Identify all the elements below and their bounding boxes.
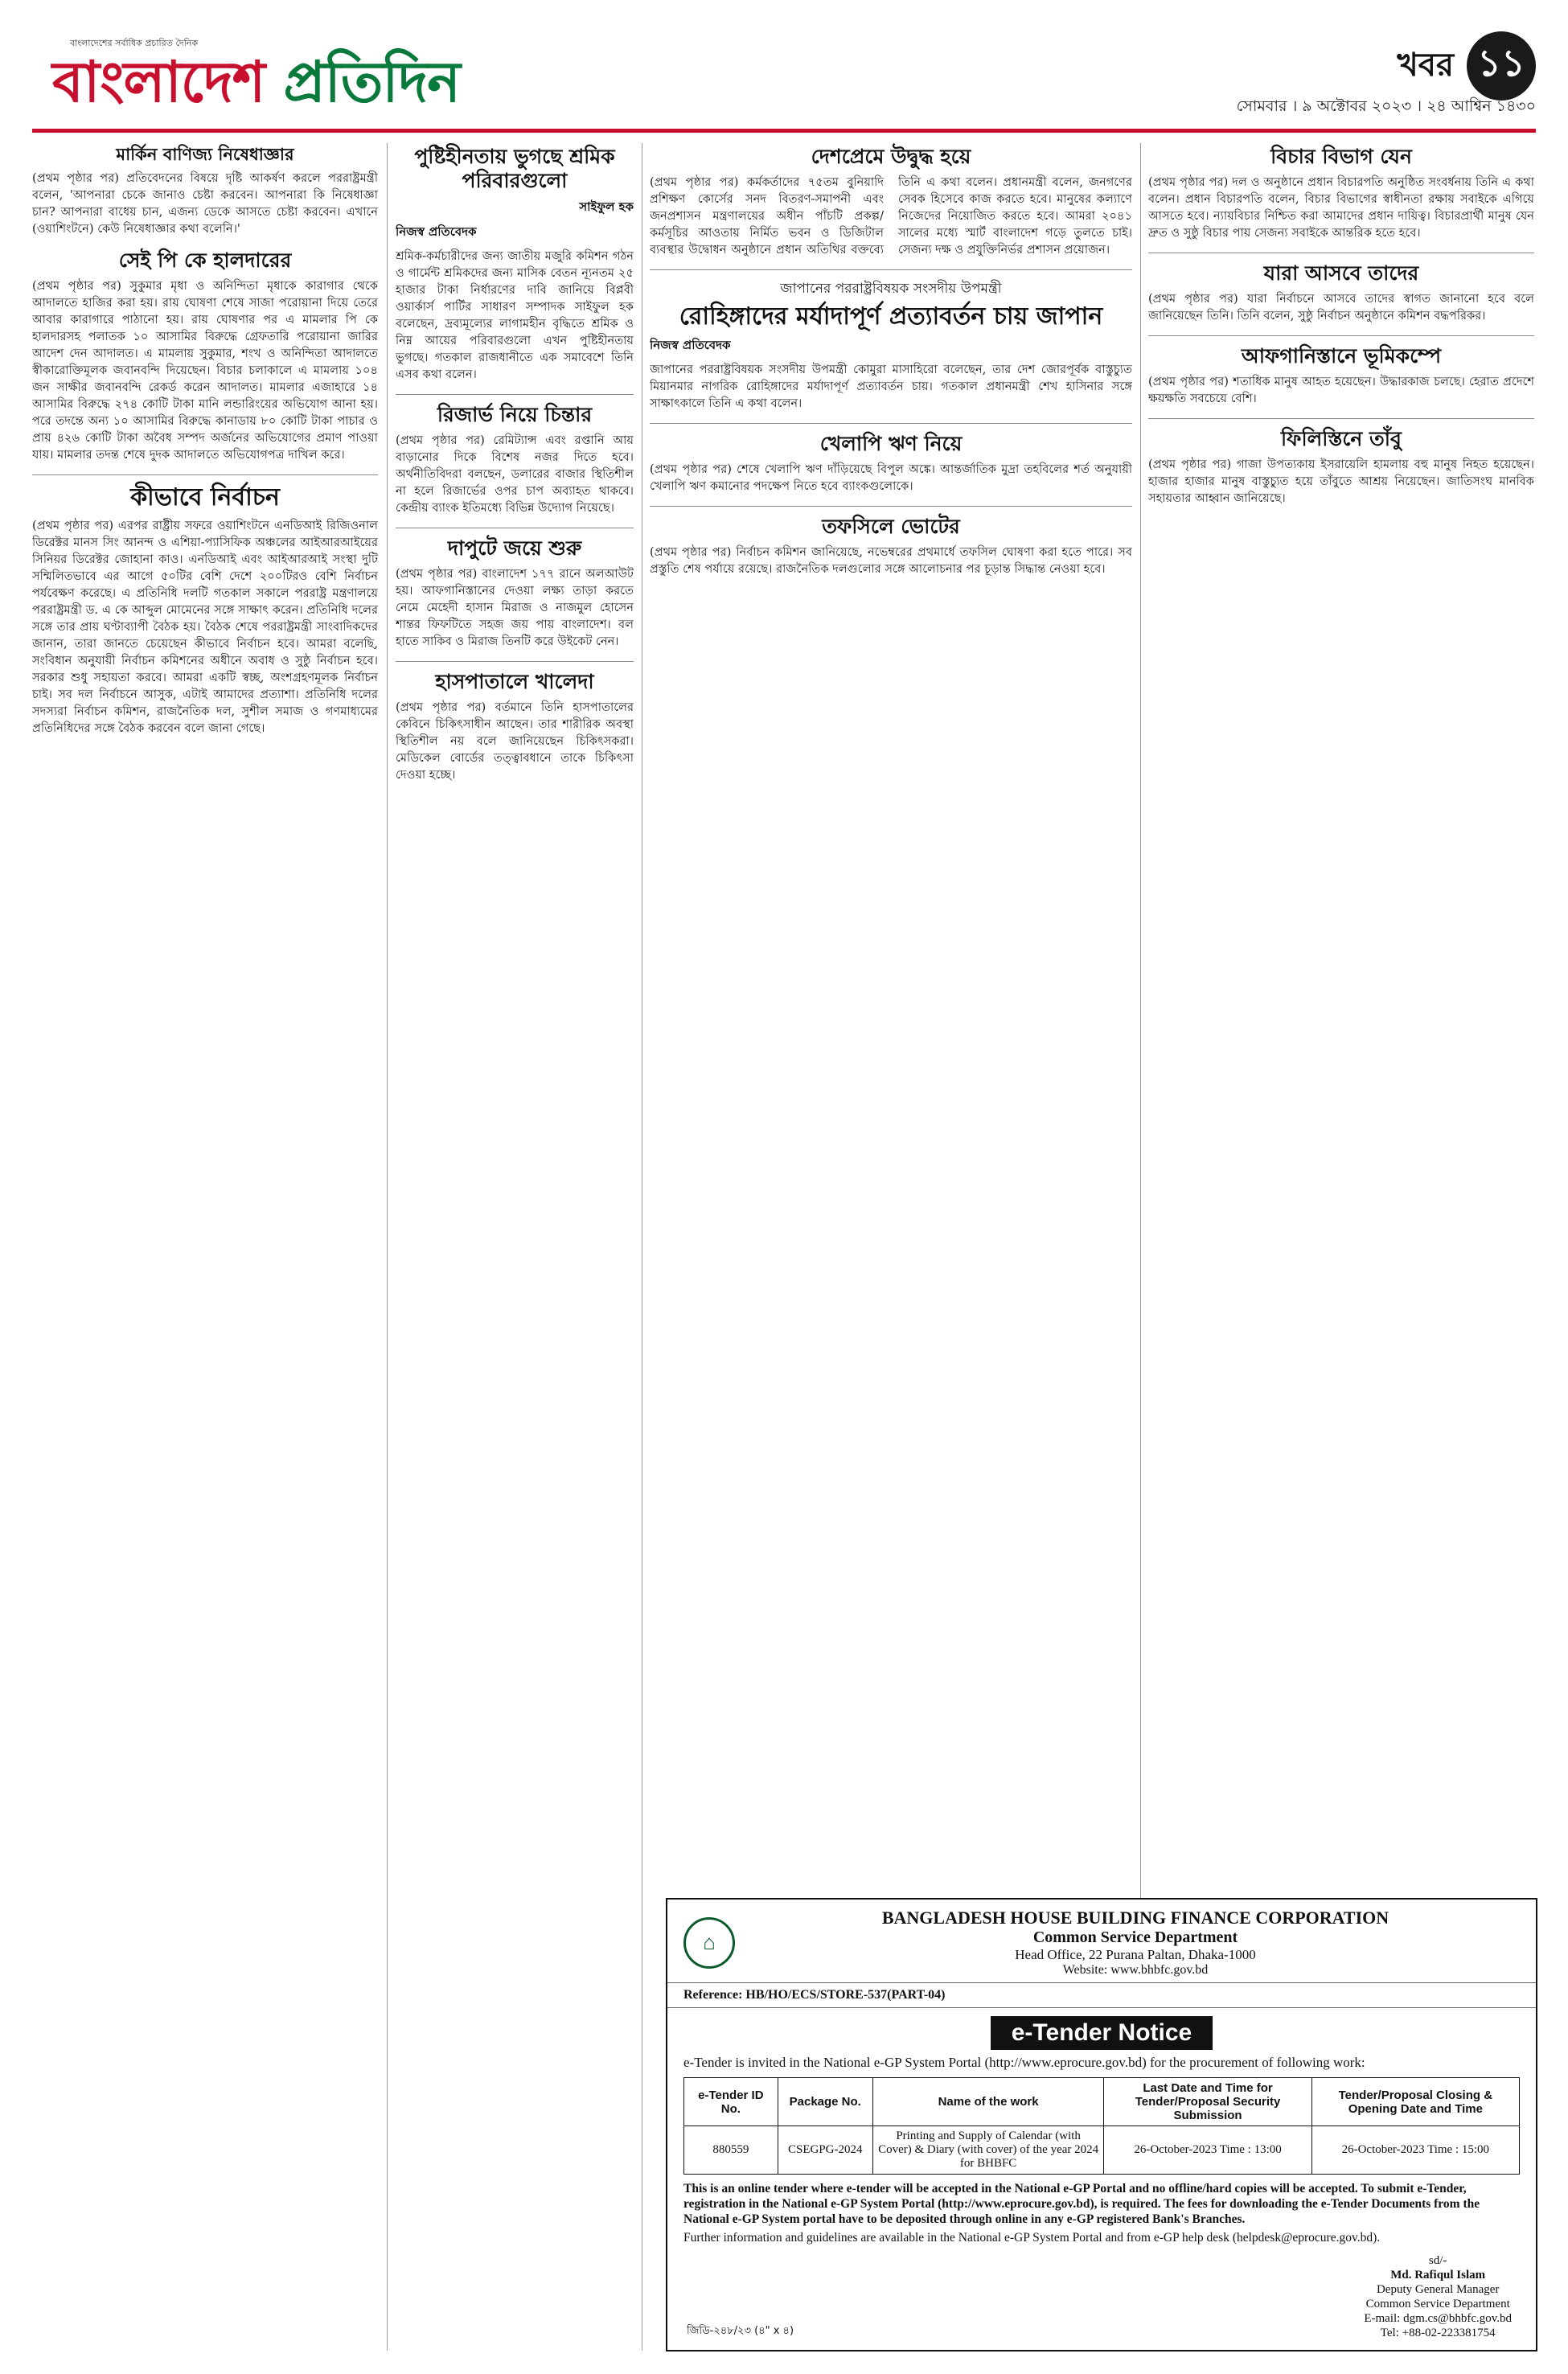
article-body: (প্রথম পৃষ্ঠার পর) প্রতিবেদনের বিষয়ে দৃষ্টি আকর্ষণ করলে পররাষ্ট্রমন্ত্রী বলেন, 'আপনারা চেকে জানাও চেষ্টা করবেন। আপনারা কি নিষেধাজ্ঞা চান? আপনারা বাধেয় চান, এজন্য ডেকে আসতে চেষ্টা করবেন। এখানে (ওয়াশিংটনে) কেউ নিষেধাজ্ঞার কথা বলেনি।': [32, 171, 378, 236]
logo-name-a: বাংলাদেশ: [52, 49, 265, 115]
article-trade-sanctions[interactable]: [32, 145, 378, 237]
article-headline: রোহিঙ্গাদের মর্যাদাপূর্ণ প্রত্যাবর্তন চায় জাপান: [679, 302, 1103, 331]
column-1: [32, 143, 378, 2351]
article-patriotism[interactable]: [650, 145, 1132, 258]
article-headline: রিজার্ভ নিয়ে চিন্তার: [437, 403, 593, 426]
article-headline: দেশপ্রেমে উদ্বুদ্ধ হয়ে: [811, 145, 971, 168]
masthead: [32, 20, 1536, 133]
article-palestine-tents[interactable]: [1148, 427, 1534, 507]
tender-advertisement[interactable]: [666, 1898, 1537, 2351]
tender-header: [667, 1900, 1536, 1982]
story-divider: [1148, 335, 1534, 336]
column-2: [396, 143, 634, 2351]
article-body: (প্রথম পৃষ্ঠার পর) গাজা উপত্যকায় ইসরায়েলি হামলায় বহু মানুষ নিহত হয়েছেন। হাজার হাজার মানুষ বাস্তুচ্যুত হয়ে তাঁবুতে আশ্রয় নিয়েছেন। জাতিসংঘ মানবিক সহায়তার আহ্বান জানিয়েছে।: [1148, 458, 1534, 505]
story-divider: [32, 474, 378, 475]
article-those-who-come[interactable]: [1148, 261, 1534, 324]
story-divider: [1148, 418, 1534, 419]
story-divider: [650, 269, 1132, 270]
article-cricket[interactable]: [396, 536, 634, 650]
tender-signature: [1364, 2253, 1512, 2340]
table-header: Tender/Proposal Closing & Opening Date and Time: [1311, 2078, 1519, 2126]
org-address: Head Office, 22 Purana Paltan, Dhaka-1000: [1015, 1947, 1256, 1962]
article-body: (প্রথম পৃষ্ঠার পর) কর্মকর্তাদের ৭৫তম বুনিয়াদি প্রশিক্ষণ কোর্সের সনদ বিতরণ-সমাপনী এবং জনপ্রশাসন মন্ত্রণালয়ের অধীন পাঁচটি প্রকল্প/কর্মসূচির আওতায় নির্মিত ভবন ও ডিজিটাল ব্যবস্থার উদ্বোধন অনুষ্ঠানে প্রধান অতিথির বক্তব্যে তিনি এ কথা বলেন। প্রধানমন্ত্রী বলেন, জনগণের সেবক হিসেবে কাজ করতে হবে। মানুষের কল্যাণে নিজেদের নিয়োজিত করতে হবে। আমরা ২০৪১ সালের মধ্যে স্মার্ট বাংলাদেশ গড়ে তুলতে চাই। সেজন্য দক্ষ ও প্রযুক্তিনির্ভর প্রশাসন প্রয়োজন।: [650, 175, 1132, 257]
signatory-name: Md. Rafiqul Islam: [1390, 2269, 1486, 2282]
article-body: জাপানের পররাষ্ট্রবিষয়ক সংসদীয় উপমন্ত্রী কোমুরা মাসাহিরো বলেছেন, তার দেশ জোরপূর্বক বাস্তুচ্যুত মিয়ানমার নাগরিক রোহিঙ্গাদের মর্যাদাপূর্ণ প্রত্যাবর্তন চায়। গতকাল প্রধানমন্ত্রী শেখ হাসিনার সঙ্গে সাক্ষাৎকালে তিনি এ কথা বলেন।: [650, 363, 1132, 410]
article-headline: ফিলিস্তিনে তাঁবু: [1281, 427, 1402, 450]
article-headline: কীভাবে নির্বাচন: [130, 483, 280, 512]
article-body: (প্রথম পৃষ্ঠার পর) দল ও অনুষ্ঠানে প্রধান বিচারপতি অনুষ্ঠিত সংবর্ধনায় তিনি এ কথা বলেন। প্রধান বিচারপতি বলেন, বিচার বিভাগের স্বাধীনতা রক্ষায় সবাইকে এগিয়ে আসতে হবে। ন্যায়বিচার নিশ্চিত করা আমাদের প্রধান দায়িত্ব। বিচারপ্রার্থী মানুষ যেন দ্রুত ও সুষ্ঠু বিচার পায় সেজন্য সবাইকে আন্তরিক হতে হবে।: [1148, 175, 1534, 240]
article-byline: নিজস্ব প্রতিবেদক: [396, 224, 477, 239]
story-divider: [396, 394, 634, 395]
table-cell: CSEGPG-2024: [778, 2126, 872, 2175]
article-election[interactable]: [32, 483, 378, 737]
article-khaleda-hospital[interactable]: [396, 670, 634, 783]
article-body: (প্রথম পৃষ্ঠার পর) বাংলাদেশ ১৭৭ রানে অলআউট হয়। আফগানিস্তানের দেওয়া লক্ষ্য তাড়া করতে নেমে মেহেদী হাসান মিরাজ ও নাজমুল হোসেন শান্তর ফিফটিতে সহজ জয় পায় বাংলাদেশ। বল হাতে সাকিব ও মিরাজ তিনটি করে উইকেট নেন।: [396, 567, 634, 648]
article-pk-halder[interactable]: [32, 248, 378, 463]
story-divider: [650, 423, 1132, 424]
article-body: (প্রথম পৃষ্ঠার পর) এরপর রাষ্ট্রীয় সফরে ওয়াশিংটনে এনডিআই রিজিওনাল ডিরেক্টর মানস সিং আনন্দ ও এশিয়া-প্যাসিফিক অঞ্চলের আইআরআইয়ের সিনিয়র ডিরেক্টর জোহানা কাও। এনডিআই এবং আইআরআই সংস্থা দুটি সম্মিলিতভাবে এর আগে ৫০টির বেশি দেশে ২০০টিরও বেশি নির্বাচন পর্যবেক্ষণ করেছে। এ প্রতিনিধি দলটি গতকাল সকালে পররাষ্ট্র মন্ত্রণালয়ে পররাষ্ট্রমন্ত্রী ড. এ কে আব্দুল মোমেনের সঙ্গে সাক্ষাৎ করেন। প্রতিনিধি দলের সঙ্গে তার প্রায় ঘণ্টাব্যাপী বৈঠক হয়। বৈঠক শেষে পররাষ্ট্রমন্ত্রী সাংবাদিকদের জানান, তারা জানতে চেয়েছেন কীভাবে নির্বাচন হবে। আমরা বলেছি, সংবিধান অনুযায়ী নির্বাচন কমিশনের অধীনে অবাধ ও সুষ্ঠু নির্বাচন হবে। সরকার শুধু সহায়তা করবে। আমরা একটি স্বচ্ছ, অংশগ্রহণমূলক নির্বাচন চাই। সব দল নির্বাচনে আসুক, এটাই আমাদের প্রত্যাশা। প্রতিনিধি দলের সদস্যরা নির্বাচন কমিশন, রাজনৈতিক দল, সুশীল সমাজ ও গণমাধ্যমের প্রতিনিধিদের সঙ্গে বৈঠক করবেন বলে জানা গেছে।: [32, 519, 378, 736]
bhbfc-logo-icon: ⌂: [683, 1917, 735, 1969]
article-headline: মার্কিন বাণিজ্য নিষেধাজ্ঞার: [116, 145, 294, 164]
org-department: Common Service Department: [1032, 1928, 1238, 1946]
article-headline: খেলাপি ঋণ নিয়ে: [819, 432, 963, 455]
article-headline: বিচার বিভাগ যেন: [1270, 145, 1412, 168]
article-headline: আফগানিস্তানে ভূমিকম্পে: [1241, 344, 1442, 368]
article-headline: সেই পি কে হালদারের: [118, 248, 292, 273]
tender-reference: Reference: HB/HO/ECS/STORE-537(PART-04): [667, 1982, 1536, 2008]
article-body: (প্রথম পৃষ্ঠার পর) সুকুমার মৃধা ও অনিন্দিতা মৃধাকে কারাগার থেকে আদালতে হাজির করা হয়। রায় ঘোষণা শেষে সাজা পরোয়ানা দিয়ে তেরে আবার কারাগারে পাঠানো হয়। রায় ঘোষণার পর এ মামলার পি কে হালদারসহ পলাতক ১০ আসামির বিরুদ্ধে গ্রেফতারি পরোয়ানা জারির আদেশ দেন আদালত। এ মামলায় সুকুমার, শংখ ও অনিন্দিতা আদালতে স্বীকারোক্তিমূলক জবানবন্দি দিয়েছেন। বিচার চলাকালে এ মামলায় ১০৪ জন সাক্ষীর জবানবন্দি রেকর্ড করেন আদালত। মামলার এজাহারে ১৪ আসামির বিরুদ্ধে ২৭৪ কোটি টাকা মানি লন্ডারিংয়ের অভিযোগ আনা হয়। পরে তদন্তে অন্য ১০ আসামির বিরুদ্ধে কানাডায় ৮০ কোটি টাকা পাচার ও প্রায় ৪২৬ কোটি টাকা অবৈধ সম্পদ অর্জনের অভিযোগের প্রমাণ পাওয়া যায়। মামলার তদন্ত শেষে দুদক আদালতে অভিযোগপত্র দাখিল করে।: [32, 279, 378, 462]
article-headline: পুষ্টিহীনতায় ভুগছে শ্রমিক পরিবারগুলো: [414, 145, 615, 192]
logo-tagline: বাংলাদেশের সর্বাধিক প্রচারিত দৈনিক: [70, 38, 199, 48]
org-name: BANGLADESH HOUSE BUILDING FINANCE CORPORATION: [881, 1908, 1389, 1928]
article-default-loan[interactable]: [650, 432, 1132, 495]
logo-name-b: প্রতিদিন: [265, 49, 460, 115]
article-body: (প্রথম পৃষ্ঠার পর) বর্তমানে তিনি হাসপাতালের কেবিনে চিকিৎসাধীন আছেন। তার শারীরিক অবস্থা স্থিতিশীল নয় বলে জানিয়েছেন চিকিৎসকরা। মেডিকেল বোর্ডের তত্ত্বাবধানে তাকে চিকিৎসা দেওয়া হচ্ছে।: [396, 700, 634, 782]
signature-line: sd/-: [1428, 2254, 1447, 2267]
tender-title-wrap: [667, 2016, 1536, 2050]
dateline: সোমবার । ৯ অক্টোবর ২০২৩ । ২৪ আশ্বিন ১৪৩০: [1236, 97, 1536, 115]
org-website[interactable]: Website: www.bhbfc.gov.bd: [1062, 1963, 1209, 1977]
table-header: Name of the work: [872, 2078, 1104, 2126]
article-rohingya-japan[interactable]: [650, 278, 1132, 412]
article-schedule[interactable]: [650, 515, 1132, 577]
tender-organization: [751, 1908, 1520, 1978]
article-headline: দাপুটে জয়ে শুরু: [447, 536, 582, 560]
tender-intro: e-Tender is invited in the National e-GP System Portal (http://www.eprocure.gov.bd) for the procurement of following work:: [683, 2055, 1365, 2070]
page-number-badge: ১১: [1467, 31, 1536, 101]
article-headline: তফসিলে ভোটের: [822, 515, 960, 538]
section-box: [1397, 31, 1536, 101]
story-divider: [650, 506, 1132, 507]
column-divider: [387, 143, 388, 2351]
logo-name: [52, 51, 460, 113]
article-headline: যারা আসবে তাদের: [1263, 261, 1419, 285]
article-body: (প্রথম পৃষ্ঠার পর) রেমিট্যান্স এবং রপ্তানি আয় বাড়ানোর দিকে বিশেষ নজর দিতে হবে। অর্থনীতিবিদরা বলছেন, ডলারের বাজার স্থিতিশীল না হলে রিজার্ভের ওপর চাপ অব্যাহত থাকবে। কেন্দ্রীয় ব্যাংক ইতিমধ্যে বিভিন্ন উদ্যোগ নিয়েছে।: [396, 433, 634, 515]
article-worker-nutrition[interactable]: [396, 145, 634, 383]
article-byline: নিজস্ব প্রতিবেদক: [650, 338, 731, 352]
ad-code: জিডি-২৪৮/২৩ (৪" x ৪): [687, 2325, 794, 2337]
story-divider: [396, 661, 634, 662]
table-row: [684, 2126, 1520, 2175]
signatory-title: Deputy General Manager: [1376, 2283, 1500, 2296]
tender-note: This is an online tender where e-tender will be accepted in the National e-GP Portal and no offline/hard copies will be accepted. To submit e-Tender, registration in the National e-GP System Portal (http://www.eprocure.gov.bd), is required. The fees for downloading the e-Tender Documents from the National e-GP System portal have to be deposited through online in any e-GP registered Bank's Branches.: [683, 2182, 1480, 2226]
article-kicker: জাপানের পররাষ্ট্রবিষয়ক সংসদীয় উপমন্ত্রী: [780, 281, 1002, 297]
article-body: (প্রথম পৃষ্ঠার পর) যারা নির্বাচনে আসবে তাদের স্বাগত জানানো হবে বলে জানিয়েছেন তিনি। তিনি বলেন, সুষ্ঠু নির্বাচন অনুষ্ঠানে কমিশন বদ্ধপরিকর।: [1148, 292, 1534, 322]
section-label: খবর: [1397, 46, 1454, 84]
table-cell: 880559: [684, 2126, 778, 2175]
article-author: সাইফুল হক: [579, 199, 634, 214]
table-cell: 26-October-2023 Time : 15:00: [1311, 2126, 1519, 2175]
tender-title: e-Tender Notice: [991, 2016, 1213, 2050]
article-body: (প্রথম পৃষ্ঠার পর) নির্বাচন কমিশন জানিয়েছে, নভেম্বরের প্রথমার্ধে তফসিল ঘোষণা করা হতে পারে। সব প্রস্তুতি শেষ পর্যায়ে রয়েছে। রাজনৈতিক দলগুলোর সঙ্গে আলোচনার পর চূড়ান্ত সিদ্ধান্ত নেওয়া হবে।: [650, 545, 1132, 576]
signatory-department: Common Service Department: [1365, 2298, 1510, 2310]
tender-note: Further information and guidelines are available in the National e-GP System Portal and from e-GP help desk (helpdesk@eprocure.gov.bd).: [683, 2231, 1381, 2245]
table-header: Package No.: [778, 2078, 872, 2126]
signatory-phone: Tel: +88-02-223381754: [1380, 2327, 1496, 2339]
table-cell: Printing and Supply of Calendar (with Cover) & Diary (with cover) of the year 2024 for BHBFC: [872, 2126, 1104, 2175]
article-body: শ্রমিক-কর্মচারীদের জন্য জাতীয় মজুরি কমিশন গঠন ও গার্মেন্ট শ্রমিকদের জন্য মাসিক বেতন ন্যূনতম ২৫ হাজার টাকা নির্ধারণের দাবি জানিয়ে বিপ্লবী ওয়ার্কার্স পার্টির সাধারণ সম্পাদক সাইফুল হক বলেছেন, দ্রব্যমূল্যের লাগামহীন বৃদ্ধিতে শ্রমিক ও নিম্ন আয়ের পরিবারগুলো এখন পুষ্টিহীনতায় ভুগছে। গতকাল রাজধানীতে এক সমাবেশে তিনি এসব কথা বলেন।: [396, 249, 634, 381]
article-afghan-quake[interactable]: [1148, 344, 1534, 407]
tender-table: [683, 2077, 1520, 2175]
table-header: e-Tender ID No.: [684, 2078, 778, 2126]
table-header: Last Date and Time for Tender/Proposal Security Submission: [1104, 2078, 1311, 2126]
article-reserve[interactable]: [396, 403, 634, 516]
signatory-email[interactable]: E-mail: dgm.cs@bhbfc.gov.bd: [1364, 2312, 1512, 2325]
article-headline: হাসপাতালে খালেদা: [435, 670, 594, 693]
article-body: (প্রথম পৃষ্ঠার পর) শেষে খেলাপি ঋণ দাঁড়িয়েছে বিপুল অঙ্কে। আন্তর্জাতিক মুদ্রা তহবিলের শর্ত অনুযায়ী খেলাপি ঋণ কমানোর পদক্ষেপ নিতে হবে ব্যাংকগুলোকে।: [650, 462, 1132, 493]
table-header-row: [684, 2078, 1520, 2126]
table-cell: 26-October-2023 Time : 13:00: [1104, 2126, 1311, 2175]
article-body: (প্রথম পৃষ্ঠার পর) শতাধিক মানুষ আহত হয়েছেন। উদ্ধারকাজ চলছে। হেরাত প্রদেশে ক্ষয়ক্ষতি সবচেয়ে বেশি।: [1148, 375, 1534, 405]
article-judiciary[interactable]: [1148, 145, 1534, 241]
newspaper-logo[interactable]: [52, 36, 460, 121]
